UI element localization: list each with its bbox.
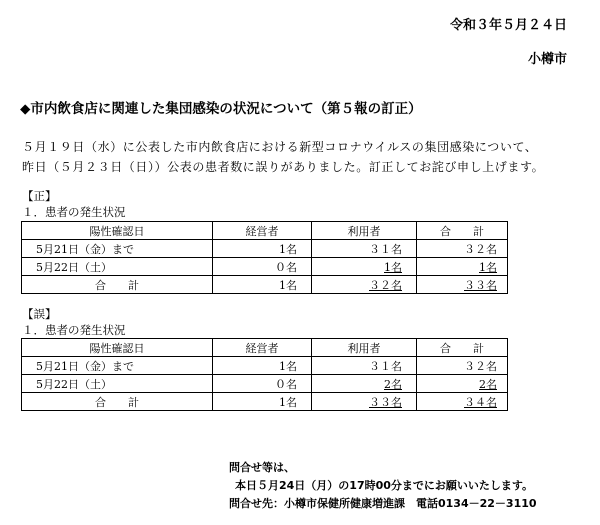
document-title: ◆市内飲食店に関連した集団感染の状況について（第５報の訂正） [20,101,422,117]
table-cell: 5月22日（土） [22,375,213,393]
table-cell: ０名 [213,258,312,276]
contact-office: 問合せ先：小樽市保健所健康増進課 電話0134－22－3110 [229,497,537,510]
table-cell [312,393,417,411]
table-cell: ３２名 [417,240,508,258]
correct-tag: 【正】 [22,189,57,203]
table-cell [417,258,508,276]
header-cell: 経営者 [213,222,312,240]
erroneous-value: 2名 [384,377,402,391]
table-cell [312,276,417,294]
issue-date: 令和３年５月２４日 [449,18,567,33]
table-cell: 合 計 [22,393,213,411]
table-cell: 5月21日（金）まで [22,240,213,258]
wrong-table [21,338,508,411]
table-cell: 1名 [213,240,312,258]
table-row [22,357,508,375]
header-cell: 合 計 [417,339,508,357]
corrected-value: ３３名 [464,278,497,292]
header-cell: 経営者 [213,339,312,357]
table-cell: 合 計 [22,276,213,294]
table-cell: ３２名 [417,357,508,375]
table-cell: 1名 [213,393,312,411]
issuer-name: 小樽市 [527,52,567,67]
contact-heading: 問合せ等は、 [229,461,295,474]
header-cell: 合 計 [417,222,508,240]
table-row [22,258,508,276]
erroneous-value: ３３名 [369,395,402,409]
header-cell: 利用者 [312,222,417,240]
wrong-subtitle: １．患者の発生状況 [22,323,126,337]
table-cell: ３１名 [312,240,417,258]
table-header-row [22,339,508,357]
table-cell: 1名 [213,276,312,294]
contact-hours: 本日５月24日（月）の17時00分までにお願いいたします。 [235,479,534,492]
table-header-row [22,222,508,240]
table-cell: 1名 [213,357,312,375]
corrected-value: 1名 [384,260,402,274]
correct-subtitle: １．患者の発生状況 [22,205,126,219]
table-cell [417,276,508,294]
table-cell: 5月21日（金）まで [22,357,213,375]
corrected-value: ３２名 [369,278,402,292]
table-cell: ３１名 [312,357,417,375]
header-cell: 陽性確認日 [22,339,213,357]
correct-table [21,221,508,294]
table-cell: 5月22日（土） [22,258,213,276]
corrected-value: 1名 [479,260,497,274]
table-row [22,240,508,258]
header-cell: 陽性確認日 [22,222,213,240]
table-row [22,375,508,393]
table-cell: ０名 [213,375,312,393]
body-line-1: ５月１９日（水）に公表した市内飲食店における新型コロナウイルスの集団感染について、 [22,140,538,154]
body-line-2: 昨日（５月２３日（日））公表の患者数に誤りがありました。訂正してお詫び申し上げます。 [22,160,545,174]
erroneous-value: 2名 [479,377,497,391]
table-cell [417,393,508,411]
wrong-tag: 【誤】 [22,307,57,321]
header-cell: 利用者 [312,339,417,357]
table-total-row [22,276,508,294]
table-cell [417,375,508,393]
table-cell [312,375,417,393]
table-total-row [22,393,508,411]
erroneous-value: ３４名 [464,395,497,409]
table-cell [312,258,417,276]
